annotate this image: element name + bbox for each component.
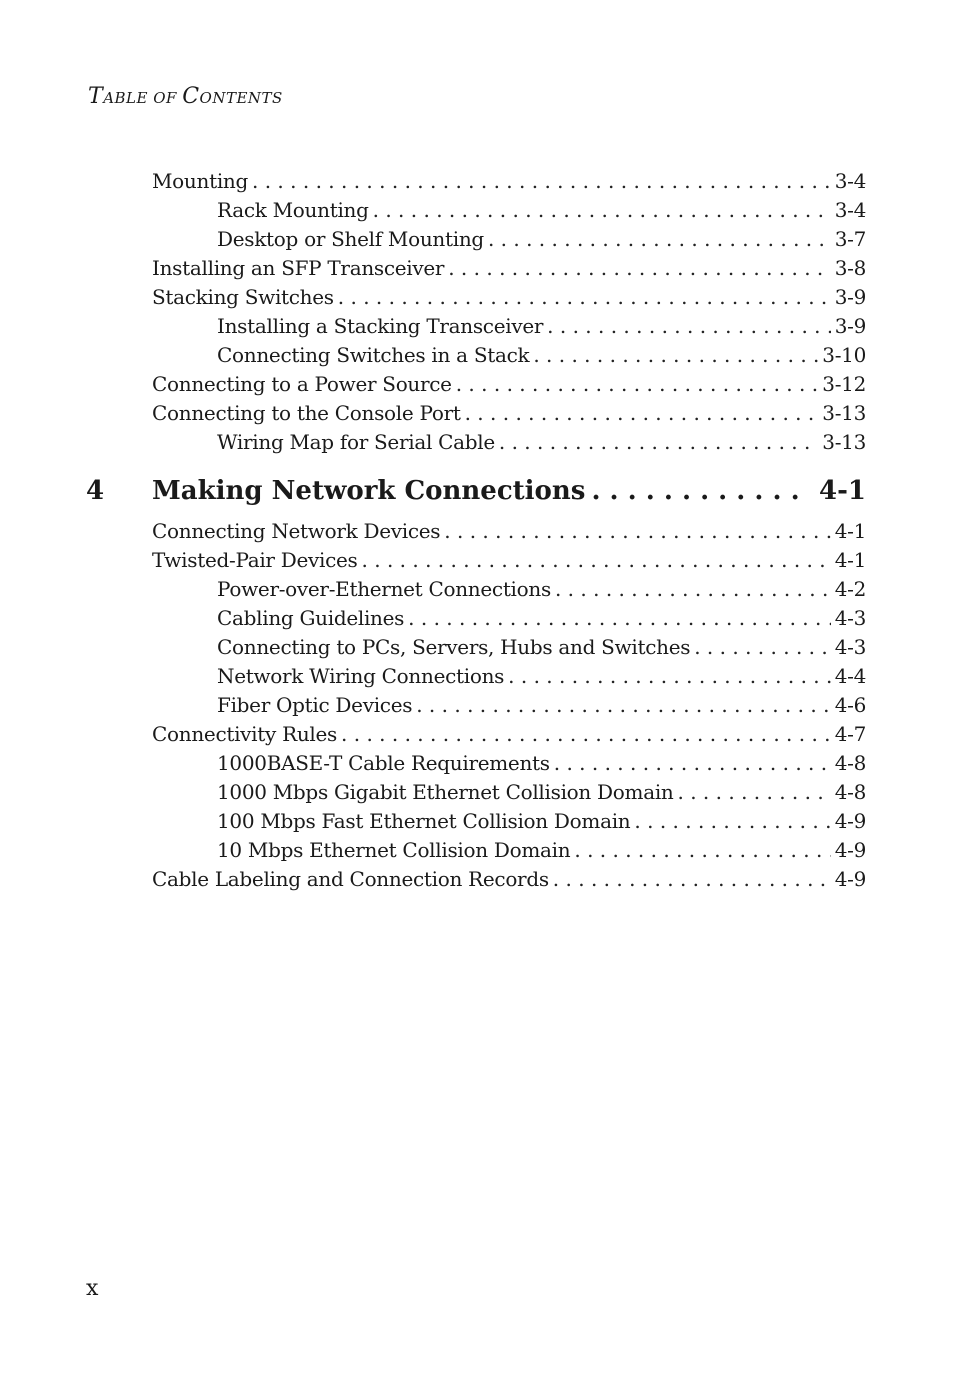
toc-entry-page: 4-8 <box>834 751 866 775</box>
toc-entry-title: 1000 Mbps Gigabit Ethernet Collision Domain <box>217 780 674 804</box>
toc-entry[interactable] <box>152 546 866 575</box>
toc-section-chapter-3 <box>152 167 866 457</box>
toc-entry[interactable] <box>152 167 866 196</box>
toc-entry[interactable] <box>152 778 866 807</box>
toc-entry-page: 4-9 <box>834 809 866 833</box>
toc-entry-page: 4-2 <box>834 577 866 601</box>
dot-leader <box>465 399 819 428</box>
toc-entry-page: 4-3 <box>834 635 866 659</box>
dot-leader <box>634 807 830 836</box>
toc-entry-page: 4-4 <box>834 664 866 688</box>
toc-entry-title: Installing an SFP Transceiver <box>152 256 445 280</box>
toc-entry[interactable] <box>152 662 866 691</box>
page-folio: x <box>86 1276 99 1301</box>
toc-entry-page: 3-4 <box>834 198 866 222</box>
toc-entry-page: 4-1 <box>834 519 866 543</box>
dot-leader <box>574 836 830 865</box>
chapter-title: Making Network Connections <box>152 476 586 506</box>
toc-entry-title: Installing a Stacking Transceiver <box>217 314 544 338</box>
toc-entry[interactable] <box>152 749 866 778</box>
dot-leader <box>456 370 819 399</box>
toc-entry-title: Wiring Map for Serial Cable <box>217 430 495 454</box>
toc-entry-page: 3-13 <box>822 401 866 425</box>
toc-entry-title: Connecting to the Console Port <box>152 401 461 425</box>
dot-leader <box>416 691 830 720</box>
chapter-page: 4-1 <box>819 476 866 506</box>
toc-entry-page: 3-9 <box>834 314 866 338</box>
toc-entry-title: 1000BASE-T Cable Requirements <box>217 751 550 775</box>
dot-leader <box>362 546 831 575</box>
toc-entry-title: Connecting to a Power Source <box>152 372 452 396</box>
toc-entry-page: 4-6 <box>834 693 866 717</box>
toc-entry-page: 3-8 <box>834 256 866 280</box>
toc-section-chapter-4 <box>152 517 866 894</box>
dot-leader <box>444 517 830 546</box>
dot-leader <box>252 167 831 196</box>
running-head-cap-c: C <box>182 84 200 109</box>
toc-entry-page: 3-12 <box>822 372 866 396</box>
dot-leader <box>488 225 831 254</box>
toc-entry[interactable] <box>152 517 866 546</box>
chapter-number: 4 <box>86 476 105 506</box>
toc-entry[interactable] <box>152 196 866 225</box>
running-head-cap-t: T <box>88 84 104 109</box>
toc-entry[interactable] <box>152 341 866 370</box>
toc-entry[interactable] <box>152 865 866 894</box>
dot-leader <box>533 341 818 370</box>
dot-leader <box>408 604 831 633</box>
toc-entry[interactable] <box>152 370 866 399</box>
toc-entry-page: 3-13 <box>822 430 866 454</box>
toc-entry[interactable] <box>152 807 866 836</box>
running-head-rest-2: ONTENTS <box>199 89 283 107</box>
toc-entry-page: 4-9 <box>834 838 866 862</box>
dot-leader <box>553 865 831 894</box>
dot-leader <box>591 476 805 506</box>
toc-entry-title: Power-over-Ethernet Connections <box>217 577 551 601</box>
toc-entry[interactable] <box>152 399 866 428</box>
toc-entry-title: Cabling Guidelines <box>217 606 405 630</box>
toc-entry-title: Connecting Switches in a Stack <box>217 343 530 367</box>
toc-entry-title: Connecting to PCs, Servers, Hubs and Switches <box>217 635 691 659</box>
toc-entry-title: Fiber Optic Devices <box>217 693 413 717</box>
toc-entry-title: Twisted-Pair Devices <box>152 548 358 572</box>
toc-chapter-heading[interactable] <box>86 476 866 514</box>
toc-entry-title: 100 Mbps Fast Ethernet Collision Domain <box>217 809 631 833</box>
dot-leader <box>338 283 831 312</box>
toc-entry-page: 4-8 <box>834 780 866 804</box>
toc-entry[interactable] <box>152 225 866 254</box>
running-head-rest-1: ABLE OF <box>103 89 183 107</box>
dot-leader <box>373 196 831 225</box>
toc-entry-page: 4-3 <box>834 606 866 630</box>
toc-entry[interactable] <box>152 720 866 749</box>
toc-entry-title: Stacking Switches <box>152 285 334 309</box>
toc-entry-page: 4-1 <box>834 548 866 572</box>
toc-entry[interactable] <box>152 254 866 283</box>
running-head <box>88 84 283 109</box>
dot-leader <box>547 312 831 341</box>
toc-entry-title: Cable Labeling and Connection Records <box>152 867 549 891</box>
toc-entry-page: 3-4 <box>834 169 866 193</box>
toc-entry[interactable] <box>152 604 866 633</box>
toc-entry-title: Connectivity Rules <box>152 722 338 746</box>
toc-entry-title: Rack Mounting <box>217 198 369 222</box>
dot-leader <box>678 778 831 807</box>
dot-leader <box>499 428 818 457</box>
toc-entry[interactable] <box>152 428 866 457</box>
toc-entry-title: 10 Mbps Ethernet Collision Domain <box>217 838 571 862</box>
toc-entry[interactable] <box>152 691 866 720</box>
toc-entry-title: Mounting <box>152 169 248 193</box>
toc-entry-title: Network Wiring Connections <box>217 664 505 688</box>
toc-entry-page: 3-10 <box>822 343 866 367</box>
toc-entry-page: 3-7 <box>834 227 866 251</box>
dot-leader <box>555 575 831 604</box>
toc-entry[interactable] <box>152 283 866 312</box>
toc-entry-page: 3-9 <box>834 285 866 309</box>
toc-entry-page: 4-7 <box>834 722 866 746</box>
toc-entry-title: Desktop or Shelf Mounting <box>217 227 484 251</box>
toc-entry[interactable] <box>152 633 866 662</box>
toc-entry[interactable] <box>152 312 866 341</box>
dot-leader <box>448 254 830 283</box>
dot-leader <box>554 749 831 778</box>
toc-entry-title: Connecting Network Devices <box>152 519 441 543</box>
dot-leader <box>694 633 830 662</box>
dot-leader <box>508 662 831 691</box>
toc-entry-page: 4-9 <box>834 867 866 891</box>
toc-entry[interactable] <box>152 575 866 604</box>
dot-leader <box>341 720 831 749</box>
toc-entry[interactable] <box>152 836 866 865</box>
